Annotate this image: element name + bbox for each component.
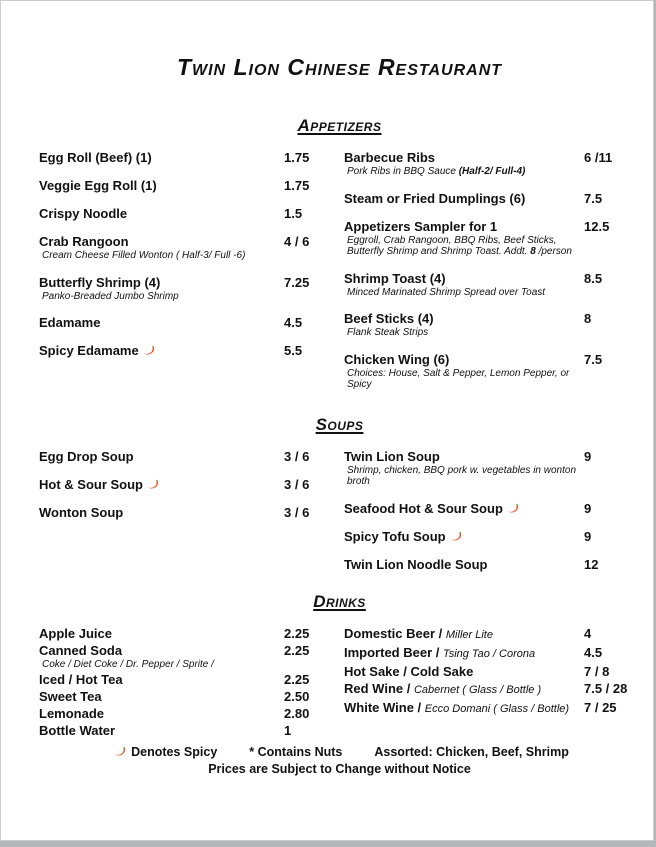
item-price: 7.25 [284, 274, 310, 290]
menu-item-main [344, 645, 584, 662]
item-name: Domestic Beer [344, 625, 436, 641]
item-name: Apple Juice [39, 625, 112, 641]
menu-item [344, 645, 644, 662]
menu-item [344, 191, 644, 206]
menu-item [39, 343, 326, 358]
section-soups [39, 414, 640, 585]
item-description: Panko-Breaded Jumbo Shrimp [42, 290, 179, 302]
menu-item-name-line [344, 681, 584, 698]
menu-item-main [344, 700, 584, 717]
menu-item [344, 681, 644, 698]
appetizers-left-column [39, 150, 326, 404]
menu-item-main [39, 723, 284, 738]
menu-item [39, 672, 326, 687]
menu-item-name-line [344, 700, 584, 717]
menu-item [39, 234, 326, 262]
section-columns [39, 626, 640, 741]
item-price: 4 / 6 [284, 234, 310, 249]
menu-item-main [344, 664, 584, 679]
item-name: Sweet Tea [39, 689, 102, 704]
item-price: 6 /11 [584, 150, 613, 165]
item-price: 1.5 [284, 206, 303, 221]
item-price: 1.75 [284, 178, 310, 193]
item-variant: Miller Lite [445, 628, 493, 641]
item-name: Appetizers Sampler for 1 [344, 218, 498, 234]
item-separator: / [435, 625, 446, 641]
section-heading-drinks: Drinks [313, 591, 366, 611]
menu-item-main [39, 150, 284, 165]
menu-item [39, 477, 326, 492]
section-drinks [39, 591, 640, 741]
item-name: Crab Rangoon [39, 234, 129, 249]
item-description-part: /person [535, 246, 572, 257]
spicy-note-label: Denotes Spicy [131, 745, 218, 759]
menu-item-main [39, 477, 284, 492]
item-name: Egg Roll (Beef) (1) [39, 150, 152, 165]
soups-right-column [344, 449, 644, 585]
item-price: 9 [584, 528, 592, 544]
menu-item [39, 315, 326, 330]
item-price: 8.5 [584, 270, 603, 286]
menu-item [344, 529, 644, 544]
menu-item [344, 501, 644, 516]
menu-item [39, 178, 326, 193]
menu-item-main [344, 501, 584, 516]
menu-item-main [39, 689, 284, 704]
item-name: Steam or Fried Dumplings (6) [344, 190, 526, 206]
drinks-left-column [39, 626, 326, 741]
item-name: White Wine [344, 699, 414, 715]
menu-item-name-line [39, 449, 284, 464]
item-name: Spicy Tofu Soup [344, 528, 446, 544]
item-price: 5.5 [284, 343, 303, 358]
menu-item-main [39, 315, 284, 330]
item-name: Beef Sticks (4) [344, 311, 434, 326]
item-name: Butterfly Shrimp (4) [39, 274, 161, 290]
item-price: 7.5 [584, 351, 603, 367]
item-name: Lemonade [39, 706, 105, 721]
item-variant: Cabernet ( Glass / Bottle ) [413, 683, 542, 696]
section-heading-soups: Soups [315, 414, 364, 434]
item-price: 12 [584, 556, 599, 572]
menu-item [39, 689, 326, 704]
assorted-note: Assorted: Chicken, Beef, Shrimp [374, 745, 569, 759]
menu-item-name-line [39, 626, 284, 641]
item-variant: Tsing Tao / Corona [442, 647, 536, 660]
menu-item-name-line [39, 706, 284, 721]
menu-item [39, 626, 326, 641]
menu-item-name-line [344, 449, 584, 464]
menu-item [344, 352, 644, 391]
menu-item-name-line [344, 529, 584, 544]
menu-item-name-line [39, 343, 284, 358]
menu-item-name-line [344, 219, 584, 234]
item-price: 4.5 [284, 315, 303, 330]
item-price: 7 / 8 [584, 663, 610, 679]
item-price: 3 / 6 [284, 504, 310, 520]
item-name: Spicy Edamame [39, 343, 139, 358]
item-price: 2.25 [284, 625, 310, 641]
menu-item-main [344, 449, 584, 488]
menu-item [39, 449, 326, 464]
menu-item-name-line [39, 689, 284, 704]
menu-item [39, 505, 326, 520]
menu-item-main [39, 275, 284, 303]
item-price: 8 [584, 311, 592, 326]
item-name: Twin Lion Soup [344, 448, 440, 464]
menu-item-main [344, 529, 584, 544]
restaurant-title: Twin Lion Chinese Restaurant [176, 54, 503, 80]
menu-item [344, 700, 644, 717]
section-appetizers [39, 115, 640, 404]
item-name: Shrimp Toast (4) [344, 270, 446, 286]
item-price: 2.25 [284, 642, 310, 658]
item-description: Cream Cheese Filled Wonton ( Half-3/ Full -6) [42, 250, 246, 261]
item-separator: / [432, 644, 443, 660]
menu-item-name-line [39, 234, 284, 249]
menu-item-name-line [39, 315, 284, 330]
drinks-right-column [344, 626, 644, 741]
menu-item-main [39, 178, 284, 193]
menu-item-name-line [39, 206, 284, 221]
menu-item-main [344, 150, 584, 178]
item-price: 9 [584, 500, 592, 516]
menu-item [39, 206, 326, 221]
menu-item-main [344, 219, 584, 258]
item-description: Choices: House, Salt & Pepper, Lemon Pepper, or Spicy [347, 367, 570, 390]
section-columns [39, 449, 640, 585]
nuts-note: * Contains Nuts [249, 745, 343, 759]
item-name: Iced / Hot Tea [39, 672, 123, 687]
menu-item-main [39, 449, 284, 464]
menu-content [1, 1, 653, 777]
menu-item-main [39, 672, 284, 687]
menu-item [344, 557, 644, 572]
menu-item [344, 626, 644, 643]
section-heading-appetizers: Appetizers [297, 116, 382, 135]
item-price: 2.80 [284, 706, 310, 721]
menu-item-name-line [344, 191, 584, 206]
menu-item [39, 150, 326, 165]
menu-item-main [344, 557, 584, 572]
menu-item [39, 275, 326, 303]
menu-item-name-line [39, 275, 284, 290]
item-price: 3 / 6 [284, 448, 310, 464]
menu-item [344, 449, 644, 488]
menu-item-name-line [344, 150, 584, 165]
menu-item-main [39, 706, 284, 721]
item-name: Hot Sake / Cold Sake [344, 663, 474, 679]
item-variant: Ecco Domani ( Glass / Bottle) [424, 702, 570, 715]
item-price: 7.5 [584, 190, 603, 206]
item-name: Barbecue Ribs [344, 150, 436, 165]
item-name: Seafood Hot & Sour Soup [344, 500, 503, 516]
menu-item-name-line [39, 178, 284, 193]
item-name: Chicken Wing (6) [344, 351, 450, 367]
menu-item [344, 219, 644, 258]
menu-item-main [39, 505, 284, 520]
item-name: Red Wine [344, 680, 404, 696]
item-price: 7 / 25 [584, 699, 617, 715]
menu-item-name-line [39, 643, 284, 658]
menu-item-main [344, 681, 584, 698]
menu-item-name-line [39, 150, 284, 165]
item-description: Coke / Diet Coke / Dr. Pepper / Sprite / [42, 658, 214, 670]
appetizers-right-column [344, 150, 644, 404]
item-name: Bottle Water [39, 723, 116, 738]
item-description: Shrimp, chicken, BBQ pork w. vegetables in wonton broth [347, 464, 577, 487]
item-name: Egg Drop Soup [39, 448, 134, 464]
footer-notes-line [39, 744, 640, 760]
item-price: 3 / 6 [284, 476, 310, 492]
item-separator: / [403, 680, 414, 696]
item-description: Flank Steak Strips [347, 327, 429, 338]
item-name: Wonton Soup [39, 504, 124, 520]
item-price: 1 [284, 723, 292, 738]
item-price: 7.5 / 28 [584, 680, 628, 696]
chili-icon [507, 502, 520, 515]
item-description-part: 8 [530, 246, 536, 257]
menu-item [344, 150, 644, 178]
menu-item-name-line [344, 501, 584, 516]
item-price: 9 [584, 448, 592, 464]
item-price: 4.5 [584, 644, 603, 660]
menu-item-name-line [39, 477, 284, 492]
menu-item-name-line [344, 271, 584, 286]
item-price: 2.25 [284, 672, 310, 687]
menu-item-main [344, 311, 584, 339]
menu-item-name-line [344, 311, 584, 326]
menu-item [344, 664, 644, 679]
item-name: Edamame [39, 315, 101, 330]
item-name: Crispy Noodle [39, 206, 128, 221]
chili-icon [450, 530, 463, 543]
menu-item-name-line [344, 664, 584, 679]
soups-left-column [39, 449, 326, 585]
chili-icon [114, 745, 127, 758]
footer [39, 744, 640, 777]
item-name: Imported Beer [344, 644, 433, 660]
item-name: Hot & Sour Soup [39, 476, 143, 492]
item-description-part: (Half-2/ Full-4) [458, 166, 526, 177]
item-description-part: Pork Ribs in BBQ Sauce [347, 166, 459, 177]
menu-item-main [344, 626, 584, 643]
item-description [344, 235, 584, 258]
item-price: 12.5 [584, 218, 610, 234]
item-description-part: Eggroll, Crab Rangoon, BBQ Ribs, Beef Sticks, Butterfly Shrimp and Shrimp Toast. Addt. [347, 234, 557, 257]
item-separator: / [413, 699, 425, 715]
menu-item-main [39, 206, 284, 221]
menu-item-name-line [39, 505, 284, 520]
menu-item [344, 311, 644, 339]
item-description [344, 166, 584, 178]
item-price: 2.50 [284, 689, 310, 704]
menu-item-name-line [344, 352, 584, 367]
menu-item-name-line [344, 626, 584, 643]
menu-item-main [344, 191, 584, 206]
section-columns [39, 150, 640, 404]
menu-item [344, 271, 644, 299]
menu-item-name-line [344, 645, 584, 662]
item-name: Veggie Egg Roll (1) [39, 178, 157, 193]
menu-item [39, 706, 326, 721]
chili-icon [147, 478, 160, 491]
spicy-note [110, 744, 217, 760]
menu-item-main [39, 626, 284, 641]
item-price: 1.75 [284, 150, 310, 165]
item-name: Canned Soda [39, 642, 123, 658]
chili-icon [143, 344, 156, 357]
menu-item-name-line [344, 557, 584, 572]
price-disclaimer: Prices are Subject to Change without Notice [208, 762, 471, 776]
menu-item-main [344, 271, 584, 299]
item-description: Minced Marinated Shrimp Spread over Toast [347, 286, 546, 298]
item-price: 4 [584, 625, 592, 641]
menu-item-main [39, 343, 284, 358]
menu-item-main [39, 234, 284, 262]
menu-item-name-line [39, 672, 284, 687]
item-name: Twin Lion Noodle Soup [344, 556, 488, 572]
menu-item [39, 643, 326, 671]
menu-item-main [344, 352, 584, 391]
menu-item [39, 723, 326, 738]
menu-item-name-line [39, 723, 284, 738]
menu-item-main [39, 643, 284, 671]
